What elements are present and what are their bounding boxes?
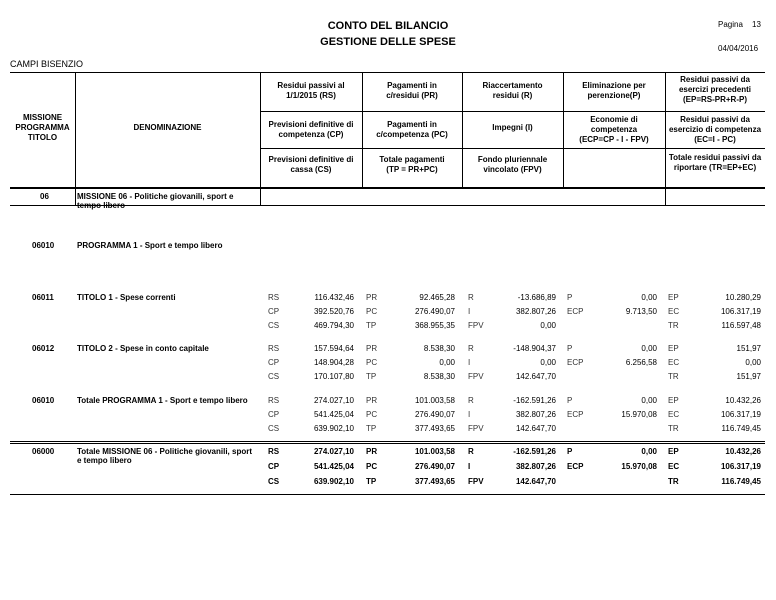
amount-label: PC — [366, 462, 378, 471]
amount-cell: 116.749,45 — [721, 477, 761, 486]
amount-cell: 8.538,30 — [423, 372, 455, 381]
amount-label: CS — [268, 372, 280, 381]
header-cell: Riaccertamento residui (R) — [482, 81, 543, 100]
amount-label: PR — [366, 447, 378, 456]
block-name: Totale PROGRAMMA 1 - Sport e tempo libero — [77, 396, 248, 405]
amount-label: EP — [668, 447, 679, 456]
amount-label: R — [468, 293, 474, 302]
amount-cell: 101.003,58 — [414, 447, 455, 456]
header-cell: Economie di competenza (ECP=CP - I - FPV) — [579, 115, 649, 144]
amount-label: I — [468, 410, 471, 419]
amount-label: TR — [668, 477, 679, 486]
amount-cell: 0,00 — [540, 321, 556, 330]
header-cell: Fondo pluriennale vincolato (FPV) — [477, 155, 548, 174]
amount-label: ECP — [567, 307, 584, 316]
amount-label: RS — [268, 396, 280, 405]
amount-label: EP — [668, 396, 679, 405]
amount-label: PR — [366, 344, 378, 353]
amount-label: ECP — [567, 462, 584, 471]
amount-cell: 142.647,70 — [515, 372, 556, 381]
header-cell: Residui passivi al 1/1/2015 (RS) — [277, 81, 345, 100]
amount-label: P — [567, 396, 573, 405]
amount-cell: 101.003,58 — [414, 396, 455, 405]
amount-cell: 157.594,64 — [313, 344, 354, 353]
report-subtitle: GESTIONE DELLE SPESE — [320, 36, 456, 48]
amount-label: TP — [366, 321, 377, 330]
programma-name: PROGRAMMA 1 - Sport e tempo libero — [77, 241, 223, 250]
table-header — [10, 72, 765, 189]
amount-cell: 10.280,29 — [725, 293, 761, 302]
header-cell: Eliminazione per perenzione(P) — [582, 81, 646, 100]
amount-label: TP — [366, 477, 377, 486]
amount-label: EC — [668, 462, 680, 471]
amount-label: CP — [268, 462, 280, 471]
amount-label: ECP — [567, 410, 584, 419]
page-label: Pagina — [718, 20, 743, 29]
amount-cell: 15.970,08 — [621, 462, 657, 471]
amount-cell: 276.490,07 — [414, 410, 455, 419]
amount-cell: 368.955,35 — [414, 321, 455, 330]
amount-cell: 382.807,26 — [515, 410, 556, 419]
amount-label: EP — [668, 344, 679, 353]
amount-label: CP — [268, 358, 280, 367]
block-code: 06012 — [32, 344, 55, 353]
amount-cell: 116.597,48 — [721, 321, 761, 330]
amount-label: FPV — [468, 477, 484, 486]
amount-label: CS — [268, 477, 280, 486]
amount-label: TR — [668, 321, 679, 330]
amount-label: PC — [366, 358, 378, 367]
amount-cell: 392.520,76 — [313, 307, 354, 316]
amount-cell: 15.970,08 — [621, 410, 657, 419]
amount-label: PC — [366, 307, 378, 316]
amount-label: P — [567, 293, 573, 302]
amount-cell: 116.749,45 — [721, 424, 761, 433]
amount-cell: 0,00 — [641, 293, 657, 302]
amount-label: TR — [668, 372, 679, 381]
amount-cell: 377.493,65 — [414, 424, 455, 433]
header-code: MISSIONE PROGRAMMA TITOLO — [15, 113, 70, 142]
amount-cell: 382.807,26 — [515, 307, 556, 316]
amount-cell: 142.647,70 — [515, 424, 556, 433]
amount-label: FPV — [468, 321, 484, 330]
amount-cell: 106.317,19 — [720, 410, 761, 419]
entity-name: CAMPI BISENZIO — [10, 59, 84, 69]
report-date: 04/04/2016 — [718, 44, 759, 53]
amount-cell: 469.794,30 — [313, 321, 354, 330]
amount-label: P — [567, 447, 573, 456]
amount-label: FPV — [468, 424, 484, 433]
block-name: TITOLO 1 - Spese correnti — [77, 293, 176, 302]
amount-label: TP — [366, 424, 377, 433]
header-cell: Impegni (I) — [492, 123, 533, 132]
amount-label: I — [468, 307, 471, 316]
amount-label: EC — [668, 358, 680, 367]
amount-cell: 10.432,26 — [725, 447, 761, 456]
header-cell: Previsioni definitive di cassa (CS) — [268, 155, 354, 174]
header-cell: Totale pagamenti (TP = PR+PC) — [379, 155, 445, 174]
amount-cell: 151,97 — [736, 372, 761, 381]
report-title: CONTO DEL BILANCIO — [327, 20, 449, 32]
amount-label: RS — [268, 447, 280, 456]
header-cell: Pagamenti in c/competenza (PC) — [376, 120, 448, 139]
amount-cell: 382.807,26 — [515, 462, 556, 471]
amount-label: R — [468, 344, 474, 353]
amount-label: PR — [366, 293, 378, 302]
amount-cell: 92.465,28 — [419, 293, 455, 302]
amount-label: PC — [366, 410, 378, 419]
amount-label: CS — [268, 321, 280, 330]
block-code: 06010 — [32, 396, 55, 405]
amount-label: FPV — [468, 372, 484, 381]
amount-cell: 377.493,65 — [414, 477, 455, 486]
amount-cell: 274.027,10 — [313, 447, 354, 456]
header-cell: Residui passivi da esercizi precedenti (EP=RS-PR+R-P) — [678, 75, 752, 104]
amount-label: R — [468, 396, 474, 405]
amount-label: I — [468, 462, 471, 471]
amount-cell: 170.107,80 — [313, 372, 354, 381]
amount-cell: 116.432,46 — [314, 293, 354, 302]
block-code: 06000 — [32, 447, 55, 456]
missione-name: MISSIONE 06 - Politiche giovanili, sport e tempo libero — [77, 192, 234, 210]
block-code: 06011 — [32, 293, 54, 302]
amount-label: TP — [366, 372, 377, 381]
programma-code: 06010 — [32, 241, 55, 250]
block-name: Totale MISSIONE 06 - Politiche giovanili, sport e tempo libero — [77, 447, 252, 465]
amount-cell: 276.490,07 — [414, 462, 455, 471]
amount-label: I — [468, 358, 471, 367]
amount-cell: 0,00 — [641, 344, 657, 353]
amount-label: EC — [668, 410, 680, 419]
amount-cell: 0,00 — [641, 396, 657, 405]
amount-label: R — [468, 447, 474, 456]
header-cell: Pagamenti in c/residui (PR) — [386, 81, 438, 100]
amount-cell: 148.904,28 — [313, 358, 354, 367]
amount-cell: 274.027,10 — [313, 396, 354, 405]
amount-label: CP — [268, 307, 280, 316]
amount-label: EP — [668, 293, 679, 302]
amount-cell: 6.256,58 — [625, 358, 657, 367]
amount-cell: 541.425,04 — [313, 410, 354, 419]
amount-cell: 0,00 — [641, 447, 657, 456]
amount-label: ECP — [567, 358, 584, 367]
amount-cell: -162.591,26 — [513, 396, 556, 405]
amount-cell: 142.647,70 — [515, 477, 556, 486]
amount-cell: 0,00 — [540, 358, 556, 367]
amount-cell: 106.317,19 — [720, 307, 761, 316]
amount-label: CS — [268, 424, 280, 433]
amount-cell: 9.713,50 — [625, 307, 657, 316]
header-cell: Totale residui passivi da riportare (TR=EP+EC) — [668, 153, 762, 172]
amount-cell: 10.432,26 — [725, 396, 761, 405]
amount-label: PR — [366, 396, 378, 405]
amount-cell: 0,00 — [745, 358, 761, 367]
amount-label: TR — [668, 424, 679, 433]
amount-cell: 276.490,07 — [414, 307, 455, 316]
amount-cell: 541.425,04 — [313, 462, 354, 471]
amount-label: RS — [268, 344, 280, 353]
amount-cell: -162.591,26 — [513, 447, 556, 456]
amount-label: RS — [268, 293, 280, 302]
amount-label: EC — [668, 307, 680, 316]
amount-label: P — [567, 344, 573, 353]
header-cell: Previsioni definitive di competenza (CP) — [268, 120, 354, 139]
amount-cell: -13.686,89 — [517, 293, 556, 302]
amount-cell: 151,97 — [736, 344, 761, 353]
header-denominazione: DENOMINAZIONE — [133, 123, 202, 132]
amount-cell: 639.902,10 — [313, 477, 354, 486]
amount-cell: 0,00 — [439, 358, 455, 367]
amount-cell: -148.904,37 — [513, 344, 556, 353]
amount-cell: 639.902,10 — [313, 424, 354, 433]
amount-label: CP — [268, 410, 280, 419]
block-name: TITOLO 2 - Spese in conto capitale — [77, 344, 209, 353]
header-cell: Residui passivi da esercizio di competenza (EC=I - PC) — [668, 115, 762, 144]
amount-cell: 106.317,19 — [720, 462, 761, 471]
missione-code: 06 — [40, 192, 49, 201]
amount-cell: 8.538,30 — [423, 344, 455, 353]
page-number: 13 — [752, 20, 761, 29]
